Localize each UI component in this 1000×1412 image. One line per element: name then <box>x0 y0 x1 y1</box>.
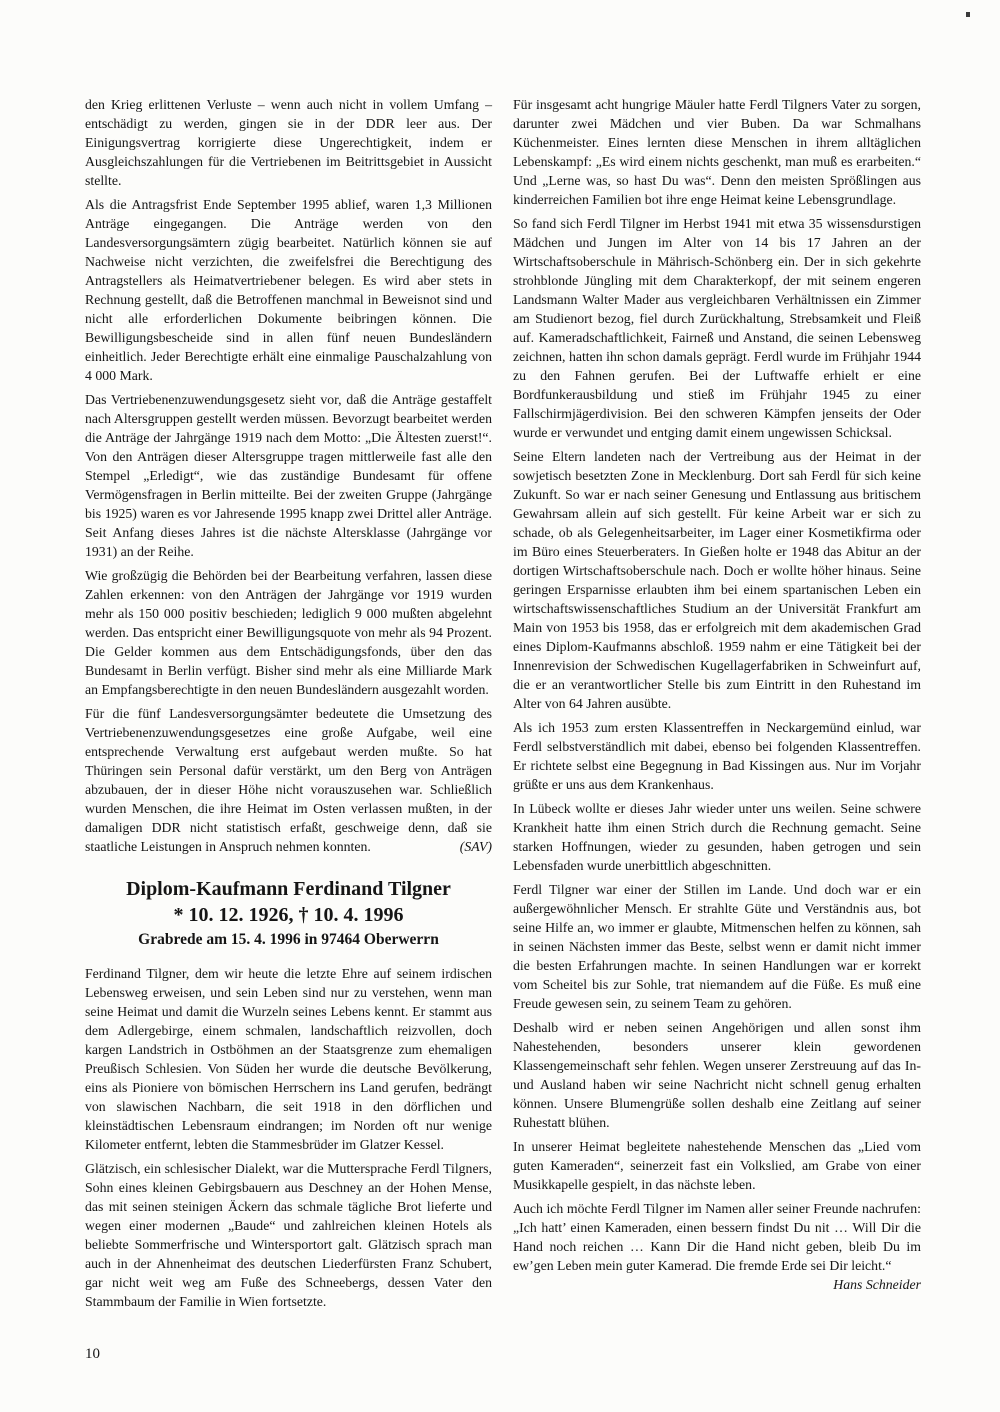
obituary-subtitle: Grabrede am 15. 4. 1996 in 97464 Oberwerrn <box>138 931 439 948</box>
paragraph <box>85 704 492 856</box>
paragraph-text: Auch ich möchte Ferdl Tilgner im Namen aller seiner Freunde nachrufen: „Ich hatt’ einen Kameraden, einen bessern findst Du nit … Will Dir die Hand noch reichen … Kann Dir die Hand nicht geben, bleib Du im ew’gen Leben mein guter Kamerad. Die fremde Erde sei Dir leicht.“ <box>513 1201 921 1273</box>
paragraph: Deshalb wird er neben seinen Angehörigen und allen sonst ihm Nahestehenden, besonders unserer klein gewordenen Klassengemeinschaft sehr fehlen. Wegen unserer Zerstreuung auf das In- und Ausland haben wir seine Nachricht nicht schnell genug erhalten können. Unsere Blumengrüße sollen deshalb eine Zeitlang auf seiner Ruhestatt blühen. <box>513 1020 921 1130</box>
paragraph: In Lübeck wollte er dieses Jahr wieder unter uns weilen. Seine schwere Krankheit hatte ihm einen Strich durch die Rechnung gemacht. Seine starken Hoffnungen, wieder zu gesunden, haben getrogen und sein Lebensfaden wurde unerbittlich abgeschnitten. <box>513 801 921 873</box>
obituary-signature: Hans Schneider <box>833 1277 921 1292</box>
right-column <box>513 95 921 1294</box>
obituary-header <box>85 876 492 952</box>
paragraph: Das Vertriebenenzuwendungsgesetz sieht vor, daß die Anträge gestaffelt nach Altersgruppen gestellt werden müssen. Bevorzugt bearbeitet werden die Anträge der Jahrgänge 1919 nach dem Motto: „Die Ältesten zuerst!“. Von den Anträgen dieser Altersgruppe tragen mittlerweile fast alle den Stempel „Erledigt“, wie das zuständige Bundesamt für offene Vermögensfragen in Berlin mitteilte. Bei der zweiten Gruppe (Jahrgänge bis 1925) waren es vor Jahresende 1995 knapp zwei Drittel aller Anträge. Seit Anfang dieses Jahres ist die nächste Altersklasse (Jahrgänge vor 1931) an der Reihe. <box>85 392 492 559</box>
paragraph <box>513 1199 921 1292</box>
paragraph: So fand sich Ferdl Tilgner im Herbst 1941 mit etwa 35 wissensdurstigen Mädchen und Jungen im Alter von 14 bis 17 Jahren an der Wirtschaftsoberschule in Mährisch-Schönberg ein. Der in sich gekehrte strohblonde Jüngling mit dem Charakterkopf, der mit seinem engeren Landsmann Walter Mader aus vergleichbaren Verhältnissen ein Zimmer am Studienort bezog, fiel durch Zurückhaltung, Strebsamkeit und Fleiß auf. Kameradschaftlichkeit, Fairneß und Anstand, die seinen Lebensweg zeichnen, hatten ihn schon damals geprägt. Ferdl wurde im Frühjahr 1944 zu den Fahnen gerufen. Bei der Luftwaffe erhielt er eine Bordfunkerausbildung und stieß im Frühjahr 1945 zu einer Fallschirmjägerdivision. Bei den schweren Kämpfen jenseits der Oder wurde er verwundet und entging damit einem ungewissen Schicksal. <box>513 216 921 440</box>
paragraph: In unserer Heimat begleitete nahestehende Menschen das „Lied vom guten Kameraden“, seinerzeit fast ein Volkslied, am Grabe von einer Musikkapelle gespielt, in das nächste leben. <box>513 1139 921 1192</box>
paragraph: Für insgesamt acht hungrige Mäuler hatte Ferdl Tilgners Vater zu sorgen, darunter zwei Mädchen und vier Buben. Da war Schmalhans Küchenmeister. Eines lernten diese Menschen in ihrem alltäglichen Lebenskampf: „Es wird einem nichts geschenkt, man muß es erarbeiten.“ Und „Lerne was, so hast Du was“. Denn den meisten Sprößlingen aus kinderreichen Familien bot ihre enge Heimat keine Lebensgrundlage. <box>513 97 921 207</box>
paragraph: Als die Antragsfrist Ende September 1995 ablief, waren 1,3 Millionen Anträge eingegangen. Die Anträge werden von den Landesversorgungsämtern zügig bearbeitet. Natürlich können sie auf Nachweise nicht verzichten, die zweifelsfrei die Berechtigung des Antragstellers als Heimatvertriebener belegen. Es wird aber stets in Rechnung gestellt, daß die Betroffenen manchmal in Beweisnot sind und nicht alle erforderlichen Dokumente beibringen können. Die Bewilligungsbescheide sind in allen fünf neuen Bundesländern einheitlich. Jeder Berechtigte erhält eine einmalige Pauschalzahlung von 4 000 Mark. <box>85 197 492 383</box>
obituary-dates: * 10. 12. 1926, † 10. 4. 1996 <box>173 904 404 926</box>
paragraph: Ferdinand Tilgner, dem wir heute die letzte Ehre auf seinem irdischen Lebensweg erweisen, und sein Leben sind nur zu verstehen, wenn man seine Heimat und damit die Wurzeln seines Lebens kennt. Er stammt aus dem Adlergebirge, einem schmalen, landschaftlich reizvollen, doch kargen Landstrich in Ostböhmen an der Staatsgrenze zum ehemaligen Preußisch Schlesien. Von Süden her wurde die deutsche Bevölkerung, eins als Pioniere von bömischen Herrschern ins Land gerufen, bedrängt von slawischen Nachbarn, die seit 1918 in den dörflichen und kleinstädtischen Lebensraum eindrangen; im Norden oft nur wenige Kilometer entfernt, lebten die Stammesbrüder im Glatzer Kessel. <box>85 966 492 1152</box>
paragraph: Glätzisch, ein schlesischer Dialekt, war die Muttersprache Ferdl Tilgners, Sohn eines kleinen Gebirgsbauern aus Deschney an der Hohen Mense, das mit seinen steinigen Äckern das schmale tägliche Brot lieferte und wegen einer modernen „Baude“ und zahlreichen kleinen Hotels als beliebte Sommerfrische und Wintersportort galt. Glätzisch sprach man auch in der Ahnenheimat des deutschen Liederfürsten Franz Schubert, gar nicht weit weg am Fuße des Schneebergs, dessen Vater den Stammbaum der Familie in Wien fortsetzte. <box>85 1161 492 1309</box>
paragraph: Wie großzügig die Behörden bei der Bearbeitung verfahren, lassen diese Zahlen erkennen: von den Anträgen der Jahrgänge vor 1919 wurden mehr als 150 000 positiv beschieden; lediglich 9 000 mußten abgelehnt werden. Das entspricht einer Bewilligungsquote von mehr als 94 Prozent. Die Gelder kommen aus dem Entschädigungsfonds, über den das Bundesamt in Berlin verfügt. Bisher sind mehr als eine Milliarde Mark an Empfangsberechtigte in den neuen Bundesländern ausgezahlt worden. <box>85 568 492 697</box>
obituary-title: Diplom-Kaufmann Ferdinand Tilgner <box>126 878 451 900</box>
corner-mark <box>966 12 970 17</box>
paragraph: Als ich 1953 zum ersten Klassentreffen in Neckargemünd einlud, war Ferdl selbstverständlich mit dabei, ebenso bei folgenden Klassentreffen. Er richtete selbst eine Begegnung in Bad Kissingen aus. Nur im Vorjahr grüßte er uns aus dem Krankenhaus. <box>513 720 921 792</box>
article-attribution: (SAV) <box>459 839 492 854</box>
paragraph: den Krieg erlittenen Verluste – wenn auch nicht in vollem Umfang – entschädigt zu werden, gingen sie in der DDR leer aus. Der Einigungsvertrag korrigierte diese Ungerechtigkeit, indem er Ausgleichszahlungen für die Vertriebenen im Beitrittsgebiet in Aussicht stellte. <box>85 97 492 188</box>
left-column <box>85 95 492 1316</box>
paragraph: Seine Eltern landeten nach der Vertreibung aus der Heimat in der sowjetisch besetzten Zone in Mecklenburg. Dort sah Ferdl für sich keine Zukunft. So war er nach seiner Genesung und Entlassung aus britischem Gewahrsam allein auf sich gestellt. Für keine Arbeit war er sich zu schade, ob als Gelegenheitsarbeiter, im Lager einer Kosmetikfirma oder im Büro eines Steuerberaters. In Gießen holte er 1948 das Abitur an der dortigen Wirtschaftsoberschule nach. Doch er wollte höher hinaus. Seine geringen Ersparnisse erlaubten ihm bei einem spartanischen Leben ein wirtschaftswissenschaftliches Studium an der Universität Frankfurt am Main von 1953 bis 1958, das er erfolgreich mit dem akademischen Grad eines Diplom-Kaufmanns abschloß. 1959 nahm er eine Tätigkeit bei der Innenrevision der Schwedischen Kugellagerfabriken in Schweinfurt auf, die er an verantwortlicher Stelle bis zum Eintritt in den Ruhestand im Alter von 64 Jahren ausübte. <box>513 449 921 711</box>
paragraph-text: Für die fünf Landesversorgungsämter bedeutete die Umsetzung des Vertriebenenzuwendungsgesetzes eine große Aufgabe, weil eine entsprechende Verwaltung erst aufgebaut werden mußte. So hat Thüringen sein Personal dafür verstärkt, um den Berg von Anträgen abzubauen, der in dieser Höhe nicht vorauszusehen war. Schließlich wurden Menschen, die ihre Heimat im Osten verlassen mußten, in der damaligen DDR nicht statistisch erfaßt, geschweige denn, daß sie staatliche Leistungen in Anspruch nehmen konnten. <box>85 706 492 854</box>
paragraph: Ferdl Tilgner war einer der Stillen im Lande. Und doch war er ein außergewöhnlicher Mensch. Er strahlte Güte und Verständnis aus, bot seine Hilfe an, wo immer er glaubte, Mitmenschen helfen zu können, sah in seinen Nächsten immer das Beste, selbst wenn er damit nicht immer die besten Erfahrungen machte. In seinen Handlungen war er korrekt vom Scheitel bis zur Sohle, trat niemandem auf die Füße. Es muß eine Freude gewesen sein, zu seinem Team zu gehören. <box>513 882 921 1011</box>
page-number: 10 <box>85 1346 100 1362</box>
